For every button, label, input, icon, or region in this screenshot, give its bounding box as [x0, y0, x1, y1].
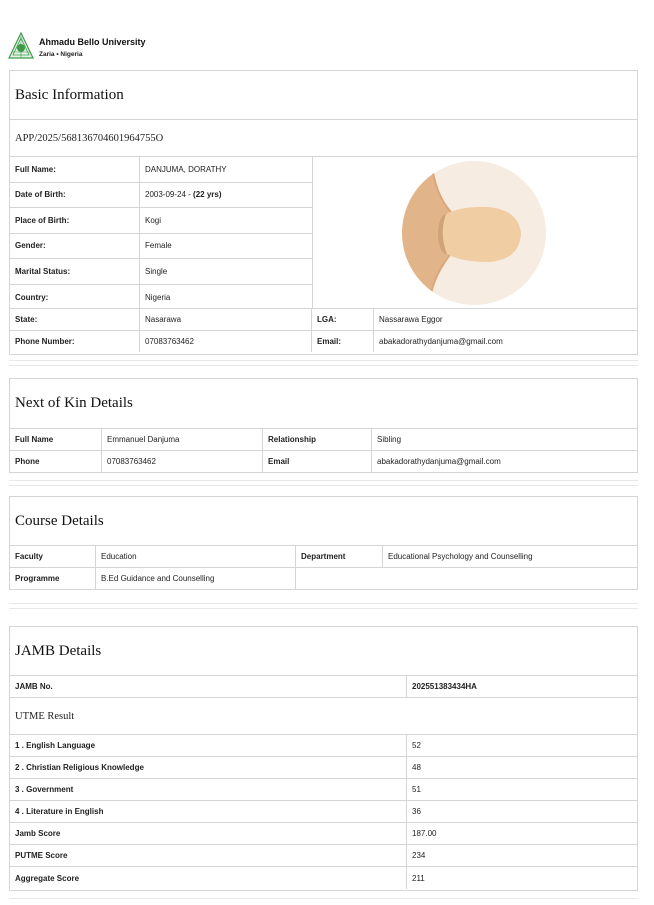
age-badge: (22 yrs) — [193, 190, 222, 200]
subject-score: 51 — [412, 785, 421, 794]
course-row — [10, 546, 637, 568]
kin-row — [10, 451, 637, 472]
field-row — [10, 157, 312, 183]
result-row — [10, 823, 637, 845]
field-row — [10, 183, 312, 209]
state-value: Nasarawa — [140, 309, 312, 330]
marital-status-value: Single — [145, 266, 168, 276]
course-details-section — [9, 496, 638, 590]
dob-value: 2003-09-24 - (22 yrs) — [145, 190, 222, 200]
divider — [9, 480, 638, 486]
email-value: abakadorathydanjuma@gmail.com — [379, 337, 503, 346]
page-header — [8, 32, 308, 62]
putme-score-value: 234 — [412, 851, 426, 860]
relationship-value: Sibling — [377, 435, 402, 444]
kin-phone-label: Phone — [10, 451, 102, 472]
kin-name-label: Full Name — [10, 429, 102, 450]
subject-label: 1 . English Language — [10, 735, 407, 756]
section-title: Course Details — [10, 497, 637, 546]
kin-email-value: abakadorathydanjuma@gmail.com — [377, 457, 501, 466]
kin-email-label: Email — [263, 451, 372, 472]
field-label: Country: — [10, 285, 140, 311]
university-logo-icon — [8, 32, 34, 60]
jamb-number-label: JAMB No. — [10, 676, 407, 697]
section-title: Basic Information — [10, 71, 637, 120]
result-row — [10, 735, 637, 757]
gender-value: Female — [145, 241, 172, 251]
programme-label: Programme — [10, 568, 96, 589]
subject-score: 36 — [412, 807, 421, 816]
country-value: Nigeria — [145, 292, 171, 302]
field-label: Full Name: — [10, 157, 140, 182]
place-of-birth-value: Kogi — [145, 215, 162, 225]
field-row — [10, 234, 312, 260]
basic-information-section — [9, 70, 638, 355]
aggregate-score-value: 211 — [412, 873, 425, 883]
course-row — [10, 568, 637, 589]
faculty-label: Faculty — [10, 546, 96, 567]
dob-date: 2003-09-24 — [145, 190, 186, 200]
application-number: APP/2025/568136704601964755O — [10, 120, 637, 157]
passport-photo — [401, 160, 547, 306]
photo-frame — [312, 157, 637, 309]
jamb-score-value: 187.00 — [412, 829, 437, 838]
department-value: Educational Psychology and Counselling — [388, 552, 533, 561]
university-name: Ahmadu Bello University — [39, 37, 146, 47]
field-label: Place of Birth: — [10, 208, 140, 233]
department-label: Department — [296, 546, 383, 567]
kin-row — [10, 429, 637, 451]
jamb-number-value: 202551383434HA — [412, 682, 477, 691]
jamb-details-section — [9, 626, 638, 891]
university-location: Zaria • Nigeria — [39, 51, 83, 58]
field-row — [10, 285, 312, 311]
divider — [9, 898, 638, 902]
jamb-number-row — [10, 676, 637, 698]
phone-label: Phone Number: — [10, 331, 140, 352]
empty-cell — [296, 568, 637, 589]
kin-phone-value: 07083763462 — [102, 451, 263, 472]
programme-value: B.Ed Guidance and Counselling — [96, 568, 296, 589]
subject-label: 3 . Government — [10, 779, 407, 800]
result-row — [10, 845, 637, 867]
subject-score: 48 — [412, 763, 421, 772]
contact-row — [10, 331, 637, 352]
result-row — [10, 867, 637, 889]
kin-name-value: Emmanuel Danjuma — [102, 429, 263, 450]
personal-fields — [10, 157, 312, 310]
faculty-value: Education — [96, 546, 296, 567]
divider — [9, 360, 638, 366]
section-title: Next of Kin Details — [10, 379, 637, 429]
lga-label: LGA: — [312, 309, 374, 330]
field-label: Gender: — [10, 234, 140, 259]
subject-score: 52 — [412, 741, 421, 750]
phone-value: 07083763462 — [140, 331, 312, 352]
result-row — [10, 779, 637, 801]
subject-label: 4 . Literature in English — [10, 801, 407, 822]
field-label: Date of Birth: — [10, 183, 140, 208]
field-row — [10, 259, 312, 285]
result-row — [10, 801, 637, 823]
lga-value: Nassarawa Eggor — [379, 315, 443, 324]
state-lga-row — [10, 309, 637, 331]
aggregate-score-label: Aggregate Score — [10, 867, 407, 889]
relationship-label: Relationship — [263, 429, 372, 450]
putme-score-label: PUTME Score — [10, 845, 407, 866]
basic-info-grid — [10, 157, 637, 309]
next-of-kin-section — [9, 378, 638, 473]
email-label: Email: — [312, 331, 374, 352]
subject-label: 2 . Christian Religious Knowledge — [10, 757, 407, 778]
section-title: JAMB Details — [10, 627, 637, 676]
state-label: State: — [10, 309, 140, 330]
result-row — [10, 757, 637, 779]
utme-result-title: UTME Result — [10, 698, 637, 735]
jamb-score-label: Jamb Score — [10, 823, 407, 844]
full-name-value: DANJUMA, DORATHY — [145, 164, 227, 174]
field-row — [10, 208, 312, 234]
divider — [9, 603, 638, 609]
field-label: Marital Status: — [10, 259, 140, 284]
